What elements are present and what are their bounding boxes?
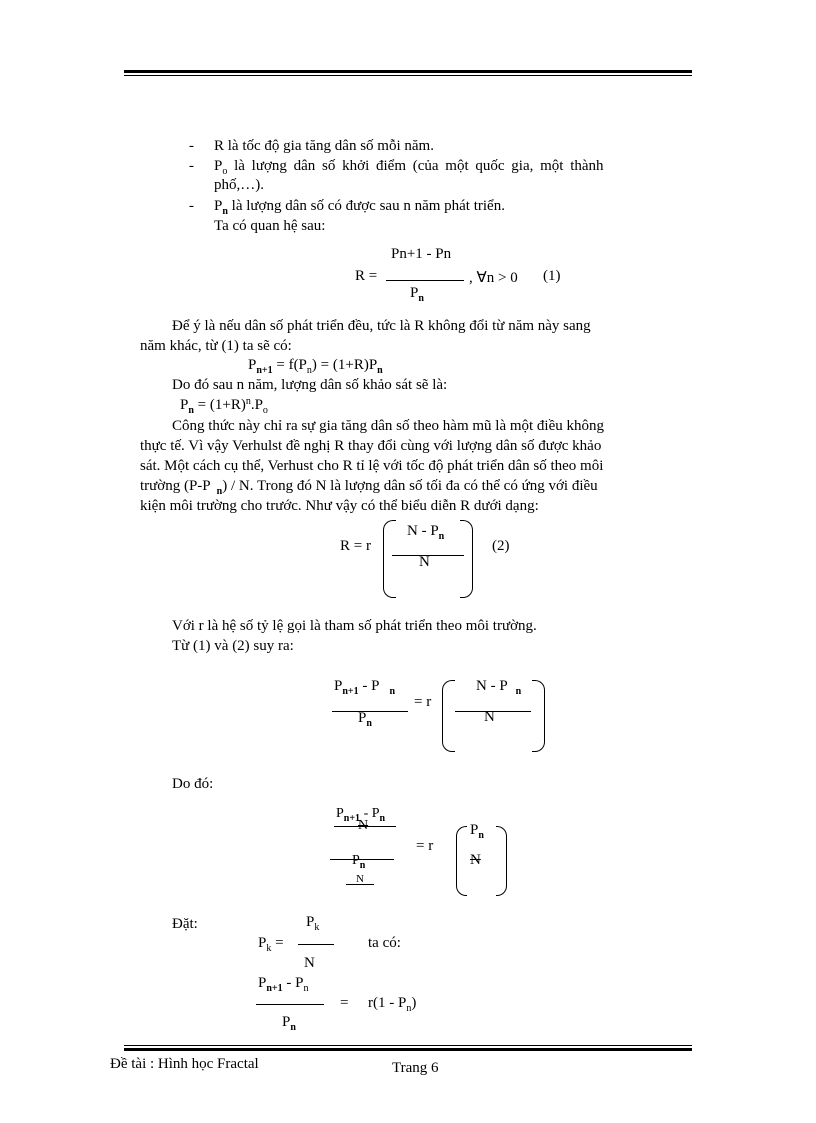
dat-label: Đặt:	[172, 916, 198, 932]
eq6-denominator: $P_n$	[282, 1014, 296, 1033]
voi-line: Với r là hệ số tỷ lệ gọi là tham số phát triển theo môi trường.	[172, 618, 537, 634]
eq3-left-paren	[442, 680, 455, 752]
para2-line5: kiện môi trường cho trước. Như vậy có thể biểu diễn R dưới dạng:	[140, 498, 539, 514]
eq6-rhs: $r(1 - P_n)$	[368, 995, 417, 1014]
eq3-rhs-denominator: N	[484, 709, 495, 725]
footer-rule-thick	[124, 1048, 692, 1051]
eq4-den-bottom: N	[356, 873, 364, 885]
eq2-numerator: N - $P_n$	[407, 523, 445, 542]
para1-line2: năm khác, từ (1) ta sẽ có:	[140, 338, 292, 354]
eq3-denominator: $P_n$	[358, 710, 372, 729]
bullet-2-continued: phố,…).	[214, 177, 264, 193]
eq2-lhs: R = r	[340, 538, 371, 554]
eq1-lhs: R =	[355, 268, 378, 284]
eq4-left-paren	[456, 826, 467, 896]
eq3-rhs-numerator: N - P $_n$	[476, 678, 522, 697]
eq1-fraction-line	[386, 280, 464, 281]
bullet-2: $P_o$ là lượng dân số khởi điểm (của một quốc gia, một thành	[214, 158, 604, 177]
eq5-tail: ta có:	[368, 935, 401, 951]
eq3-equals: = r	[414, 694, 432, 710]
eq1-denominator: $P_n$	[410, 285, 424, 304]
bullet-dash: -	[189, 158, 194, 174]
bullet-dash: -	[189, 198, 194, 214]
eq-f: $P_{n+1} = f(P_n) = (1+R)P_n$	[248, 357, 383, 376]
eq2-label: (2)	[492, 538, 510, 554]
intro-line: Ta có quan hệ sau:	[214, 218, 326, 234]
eq5-lhs: $P_k$ =	[258, 935, 284, 954]
eq2-left-paren	[383, 520, 396, 598]
bullet-3: $P_n$ là lượng dân số có được sau n năm phát triển.	[214, 198, 505, 217]
header-rule-thin	[124, 75, 692, 76]
eq-pn: $P_n = (1+R)^n.P_o$	[180, 396, 268, 416]
eq5-fraction-line	[298, 944, 334, 945]
dodo2-line: Do đó:	[172, 776, 214, 792]
eq4-num-top: $P_{n+1} - P_n$	[336, 806, 386, 824]
bullet-1: R là tốc độ gia tăng dân số mỗi năm.	[214, 138, 434, 154]
eq1-numerator: Pn+1 - Pn	[391, 246, 452, 262]
para2-line2: thực tế. Vì vậy Verhulst đề nghị R thay đổi cùng với lượng dân số được khảo	[140, 438, 602, 454]
eq5-numerator: $P_k$	[306, 914, 320, 933]
tu-line: Từ (1) và (2) suy ra:	[172, 638, 294, 654]
bullet-dash: -	[189, 138, 194, 154]
para2-line3: sát. Một cách cụ thể, Verhust cho R tỉ lệ với tốc độ phát triển dân số theo môi	[140, 458, 604, 474]
eq4-num-bottom: N	[358, 818, 369, 833]
eq4-den-top: $P_n$	[352, 853, 366, 871]
dodo-line: Do đó sau n năm, lượng dân số khảo sát sẽ là:	[172, 377, 448, 393]
eq6-fraction-line	[256, 1004, 324, 1005]
eq2-denominator: N	[419, 554, 430, 570]
eq1-condition: , ∀n > 0	[469, 270, 518, 286]
header-rule-thick	[124, 70, 692, 73]
footer-title: Đề tài : Hình học Fractal	[110, 1056, 259, 1072]
para1-line1: Để ý là nếu dân số phát triển đều, tức là R không đổi từ năm này sang	[172, 318, 591, 334]
para2-line4: trường (P-P $_n$) / N. Trong đó N là lượng dân số tối đa có thể có ứng với điều	[140, 478, 598, 497]
eq6-numerator: $P_{n+1} - P_n$	[258, 975, 309, 994]
eq1-label: (1)	[543, 268, 561, 284]
footer-rule-thin	[124, 1045, 692, 1046]
footer-page: Trang 6	[392, 1060, 439, 1076]
para2-line1: Công thức này chỉ ra sự gia tăng dân số theo hàm mũ là một điều không	[172, 418, 605, 434]
eq4-rhs-bottom: N	[470, 852, 481, 868]
eq3-numerator: $P_{n+1}$ - P $_n$	[334, 678, 396, 697]
eq3-right-paren	[532, 680, 545, 752]
eq2-right-paren	[460, 520, 473, 598]
eq6-equals: =	[340, 995, 349, 1011]
eq5-denominator: N	[304, 955, 315, 971]
eq4-rhs-top: $P_n$	[470, 822, 484, 841]
eq4-right-paren	[496, 826, 507, 896]
eq4-equals: = r	[416, 838, 434, 854]
